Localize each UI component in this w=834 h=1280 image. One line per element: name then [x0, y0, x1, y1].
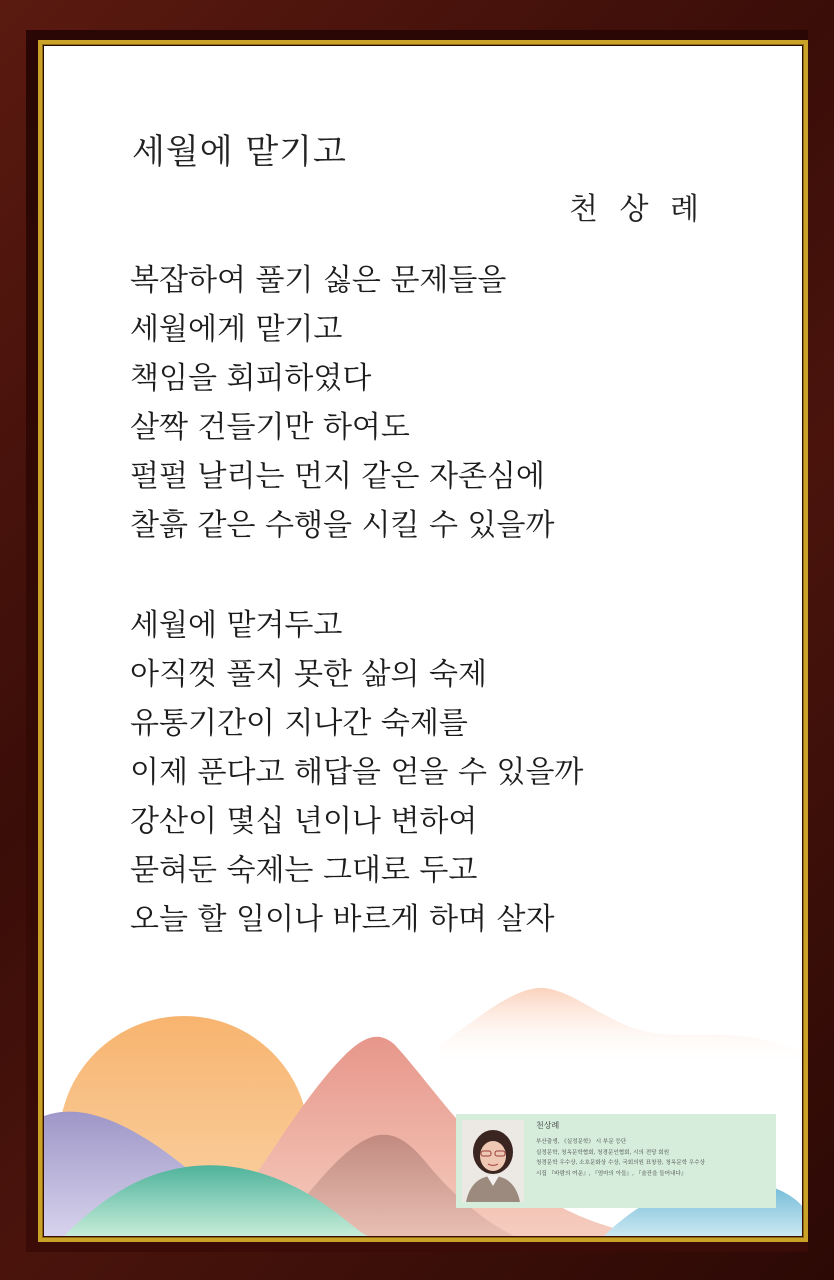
hazy-hill — [439, 988, 802, 1066]
poem-line: 세월에 맡겨두고 — [130, 608, 343, 643]
poem-line: 세월에게 맡기고 — [130, 312, 343, 347]
poem-title: 세월에 맡기고 — [132, 132, 347, 172]
poem-line: 찰흙 같은 수행을 시킬 수 있을까 — [130, 508, 555, 543]
poem-line: 펄펄 날리는 먼지 같은 자존심에 — [130, 459, 545, 494]
bio-line: 청경문학 우수상, 소호문화상 수상, 국회의원 표창장, 청옥문학 우수상 — [536, 1160, 706, 1166]
poem-author: 천 상 례 — [569, 192, 706, 227]
bio-line: 부산출생, 《실정문학》 시 부문 등단 — [536, 1139, 627, 1145]
poem-line: 묻혀둔 숙제는 그대로 두고 — [130, 853, 478, 888]
poem-line: 이제 푼다고 해답을 얻을 수 있을까 — [130, 755, 584, 790]
portrait-illustration — [462, 1120, 524, 1202]
bio-line: 실정문학, 청옥문학협회, 청경문인협회, 시의 전당 회원 — [536, 1149, 670, 1156]
poem-line: 복잡하여 풀기 싫은 문제들을 — [130, 263, 507, 298]
bio-text — [536, 1120, 772, 1179]
stanza-1 — [130, 256, 554, 550]
poem-line: 유통기간이 지나간 숙제를 — [130, 706, 468, 741]
poem-paper — [44, 46, 802, 1236]
stanza-2 — [130, 601, 583, 944]
poem-line: 책임을 회피하였다 — [130, 361, 372, 396]
bio-name: 천상례 — [536, 1121, 560, 1130]
poem-line: 살짝 건들기만 하여도 — [130, 410, 410, 445]
poem-line: 오늘 할 일이나 바르게 하며 살자 — [130, 902, 555, 937]
poem-line: 아직껏 풀지 못한 삶의 숙제 — [130, 657, 487, 692]
bio-line: 시집 『바람의 여운』, 『엄마의 아들』, 『술잔을 들어내다』 — [536, 1170, 687, 1177]
poem-line: 강산이 몇십 년이나 변하여 — [130, 804, 478, 839]
author-photo — [462, 1120, 524, 1202]
author-bio-card — [456, 1114, 776, 1208]
